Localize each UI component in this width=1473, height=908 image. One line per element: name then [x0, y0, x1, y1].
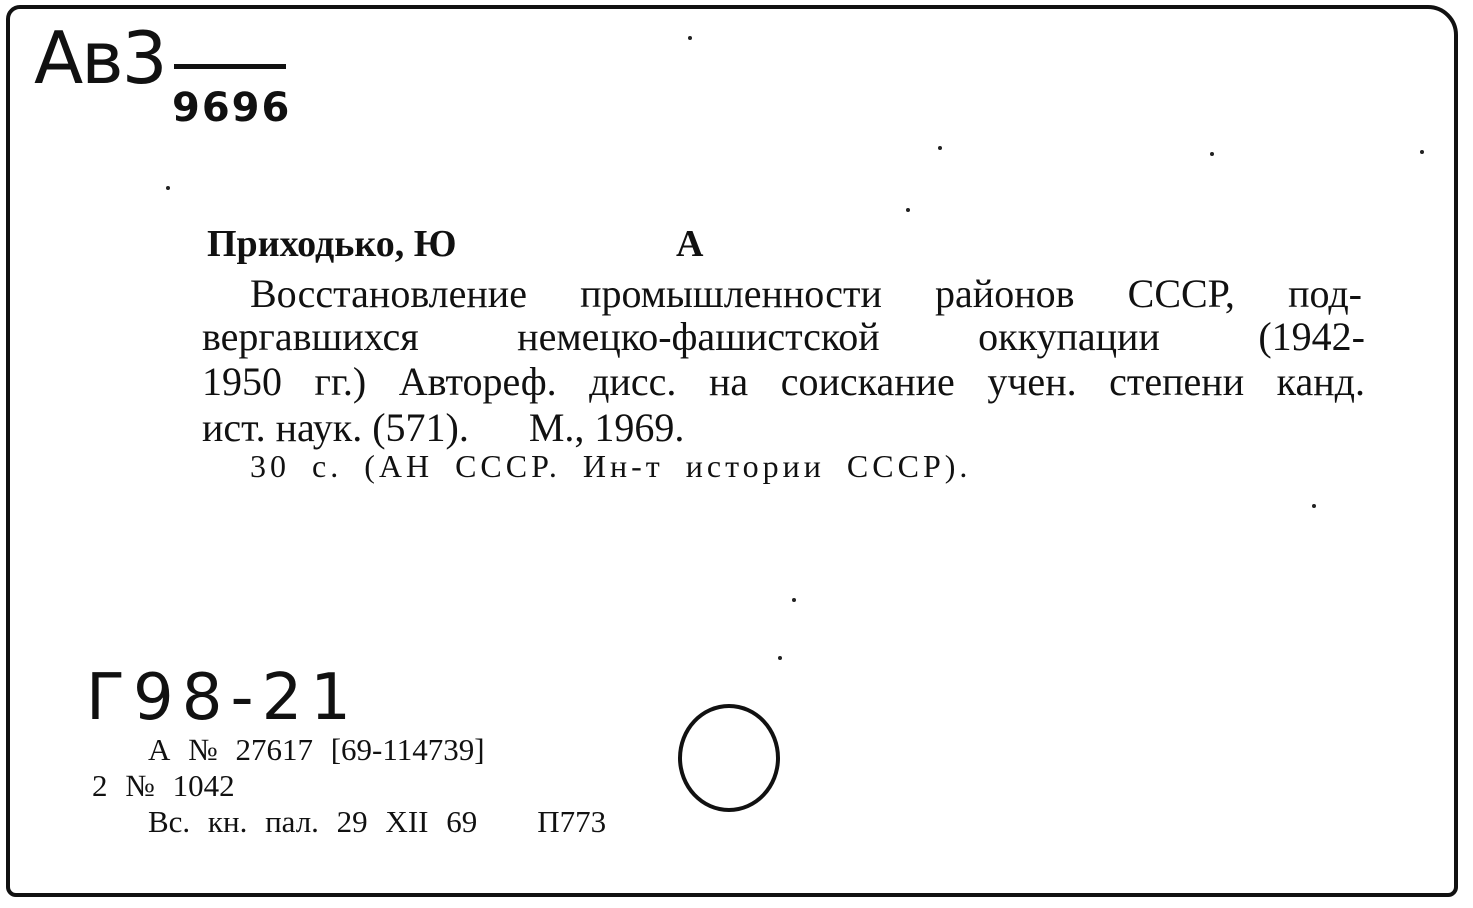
speck	[938, 146, 942, 150]
stamp-circle	[678, 704, 780, 812]
chamber-date: Вс. кн. пал. 29 XII 69	[148, 804, 478, 839]
speck	[792, 598, 796, 602]
author-initial: А	[676, 223, 704, 265]
title-line-2: вергавшихся немецко-фашистской оккупации (1942-	[202, 314, 1365, 359]
imprint: М., 1969.	[528, 405, 685, 450]
speck	[166, 186, 170, 190]
print-code: П773	[537, 804, 607, 839]
speck	[688, 36, 692, 40]
registration-line-3	[148, 804, 606, 840]
author-heading: Приходько, Ю	[207, 223, 457, 265]
degree-field: ист. наук. (571).	[202, 405, 469, 450]
speck	[778, 656, 782, 660]
speck	[1312, 504, 1316, 508]
registration-line-2: 2 № 1042	[92, 768, 235, 803]
shelf-mark-number: 9696	[172, 85, 292, 131]
collation-line: 30 с. (АН СССР. Ин-т истории СССР).	[250, 448, 972, 484]
speck	[1210, 152, 1214, 156]
title-line-3: 1950 гг.) Автореф. дисс. на соискание учен. степени канд.	[202, 359, 1365, 404]
speck	[1420, 150, 1424, 154]
speck	[906, 208, 910, 212]
classification-number: Г98-21	[86, 661, 359, 735]
shelf-mark-rule	[174, 64, 286, 69]
shelf-mark-code: Ав3	[34, 16, 166, 100]
title-line-1: Восстановление промышленности районов СССР, под-	[250, 271, 1362, 316]
registration-line-1: А № 27617 [69-114739]	[148, 732, 485, 767]
title-line-4	[202, 404, 1365, 451]
